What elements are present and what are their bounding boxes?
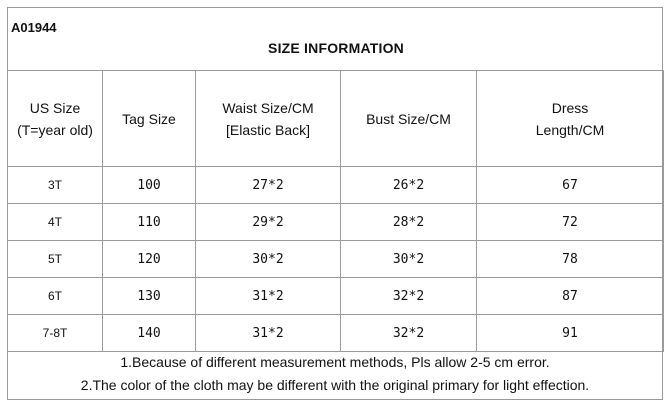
- cell-length: 78: [477, 241, 664, 278]
- size-info-title: SIZE INFORMATION: [268, 40, 404, 56]
- cell-bust: 32*2: [341, 315, 477, 352]
- table-row: [8, 204, 664, 241]
- cell-tag-size: 110: [103, 204, 196, 241]
- cell-length: 87: [477, 278, 664, 315]
- header-length-line1: Dress: [551, 99, 589, 116]
- header-dress-length: [477, 71, 664, 167]
- cell-length: 91: [477, 315, 664, 352]
- cell-tag-size: 100: [103, 167, 196, 204]
- cell-bust: 30*2: [341, 241, 477, 278]
- table-row: [8, 167, 664, 204]
- size-table: [7, 70, 664, 352]
- table-row: [8, 241, 664, 278]
- header-waist-line1: Waist Size/CM: [222, 99, 314, 116]
- header-us-size: [8, 71, 103, 167]
- cell-bust: 28*2: [341, 204, 477, 241]
- table-row: [8, 315, 664, 352]
- header-tag-size-line1: Tag Size: [122, 110, 176, 127]
- cell-length: 67: [477, 167, 664, 204]
- header-us-size-line2: (T=year old): [17, 121, 93, 138]
- header-waist-size: [196, 71, 341, 167]
- cell-bust: 26*2: [341, 167, 477, 204]
- cell-us-size: 6T: [8, 278, 103, 315]
- cell-us-size: 5T: [8, 241, 103, 278]
- cell-bust: 32*2: [341, 278, 477, 315]
- note-measurement: 1.Because of different measurement methods, Pls allow 2-5 cm error.: [120, 354, 550, 370]
- cell-tag-size: 120: [103, 241, 196, 278]
- cell-us-size: 7-8T: [8, 315, 103, 352]
- cell-waist: 31*2: [196, 278, 341, 315]
- header-us-size-line1: US Size: [29, 99, 81, 116]
- cell-tag-size: 140: [103, 315, 196, 352]
- size-notes: [7, 351, 663, 400]
- note-color: 2.The color of the cloth may be different with the original primary for light effection.: [80, 377, 590, 393]
- product-code: A01944: [11, 20, 57, 35]
- cell-waist: 30*2: [196, 241, 341, 278]
- header-bust-line1: Bust Size/CM: [366, 110, 451, 127]
- header-row: [8, 71, 664, 167]
- cell-waist: 29*2: [196, 204, 341, 241]
- cell-length: 72: [477, 204, 664, 241]
- cell-us-size: 4T: [8, 204, 103, 241]
- header-waist-line2: [Elastic Back]: [225, 121, 311, 138]
- header-tag-size: [103, 71, 196, 167]
- cell-waist: 27*2: [196, 167, 341, 204]
- cell-waist: 31*2: [196, 315, 341, 352]
- header-length-line2: Length/CM: [535, 121, 605, 138]
- header-bust-size: [341, 71, 477, 167]
- cell-tag-size: 130: [103, 278, 196, 315]
- cell-us-size: 3T: [8, 167, 103, 204]
- table-row: [8, 278, 664, 315]
